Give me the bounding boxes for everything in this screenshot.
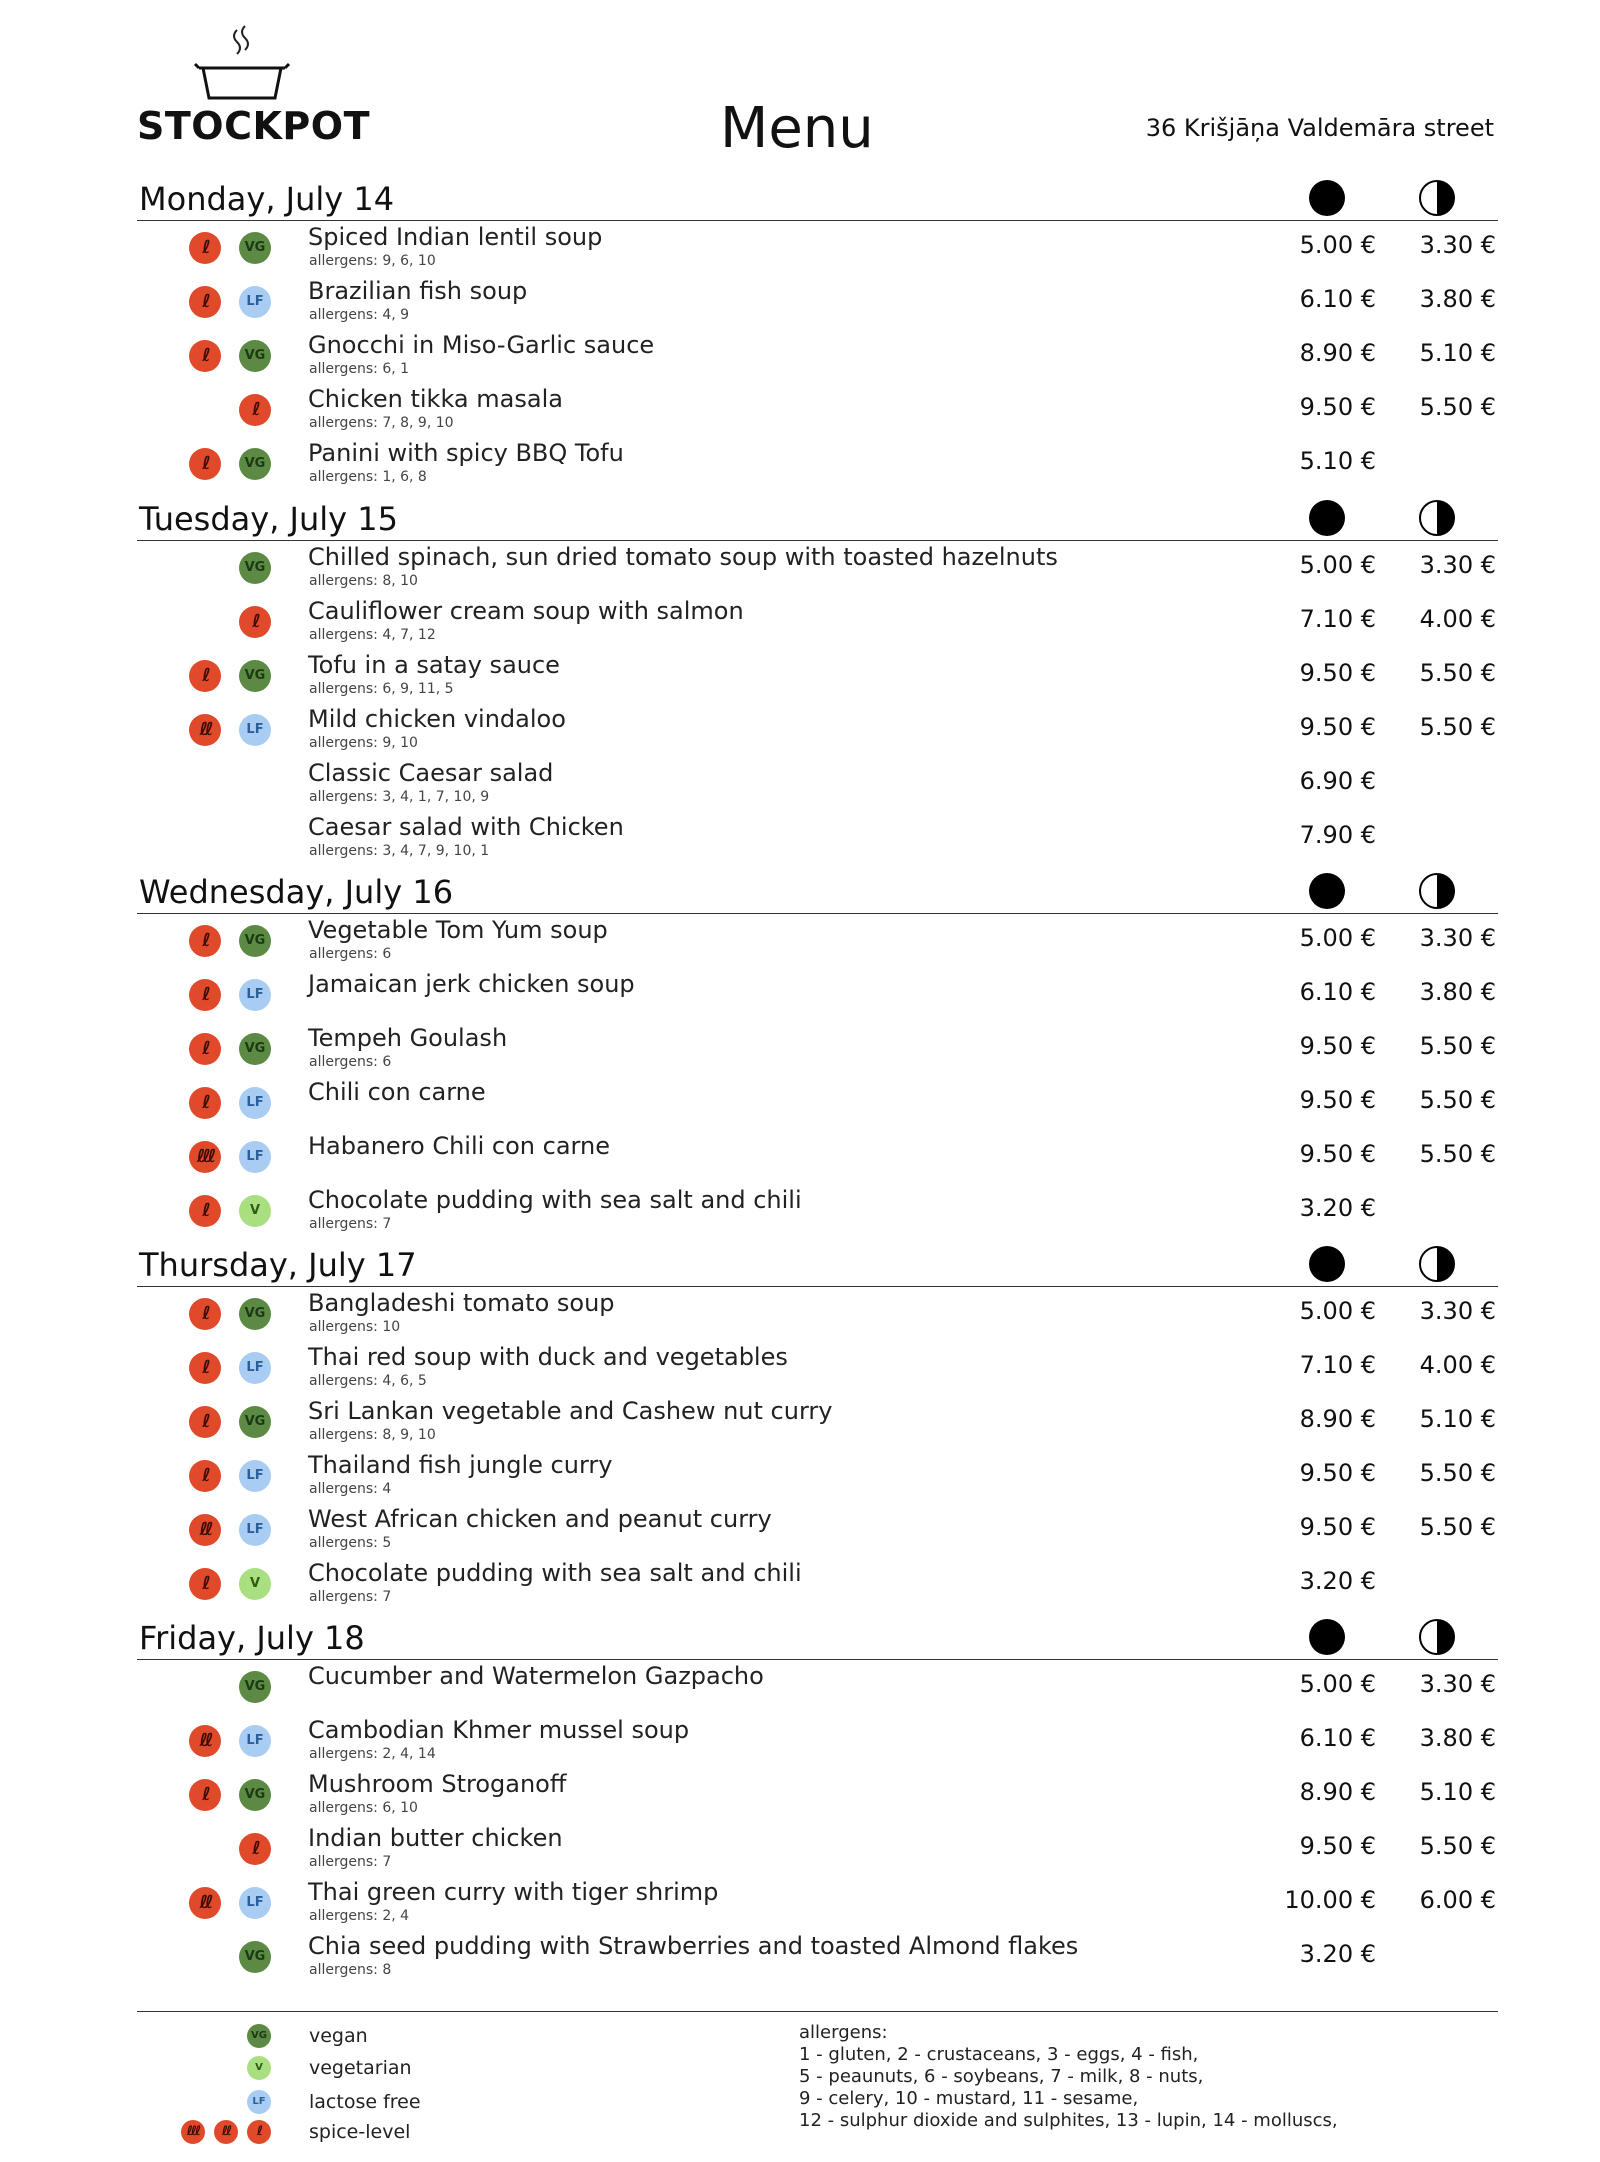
dish-name: Cucumber and Watermelon Gazpacho	[308, 1662, 764, 1690]
chili-pepper-icon: ℓ	[189, 1298, 221, 1330]
day-title: Monday, July 14	[139, 180, 395, 218]
dish-name: Habanero Chili con carne	[308, 1132, 610, 1160]
dish-allergens: allergens: 3, 4, 7, 9, 10, 1	[309, 843, 490, 859]
half-portion-price: 3.30 €	[1419, 1297, 1496, 1325]
dish-row	[137, 1768, 1498, 1822]
day-section	[137, 500, 1498, 865]
dish-allergens: allergens: 6	[309, 1054, 392, 1070]
vegan-icon: VG	[239, 1941, 271, 1973]
dish-row	[137, 1130, 1498, 1184]
legend-spice-level	[137, 2118, 537, 2148]
dish-allergens: allergens: 6, 1	[309, 361, 410, 377]
half-portion-price: 5.10 €	[1419, 1405, 1496, 1433]
vegan-icon: VG	[239, 448, 271, 480]
half-portion-price: 5.10 €	[1419, 339, 1496, 367]
dish-row	[137, 1341, 1498, 1395]
dish-name: Classic Caesar salad	[308, 759, 554, 787]
vegetarian-icon: V	[247, 2056, 271, 2080]
dish-allergens: allergens: 3, 4, 1, 7, 10, 9	[309, 789, 490, 805]
dish-allergens: allergens: 7	[309, 1589, 392, 1605]
dish-row	[137, 595, 1498, 649]
vegan-icon: VG	[239, 660, 271, 692]
dish-name: Sri Lankan vegetable and Cashew nut curry	[308, 1397, 833, 1425]
day-header	[137, 500, 1498, 541]
dish-name: Bangladeshi tomato soup	[308, 1289, 615, 1317]
dish-allergens: allergens: 4, 6, 5	[309, 1373, 427, 1389]
lactose-free-icon: LF	[239, 979, 271, 1011]
full-portion-price: 5.00 €	[1299, 1297, 1376, 1325]
half-portion-price: 3.30 €	[1419, 1670, 1496, 1698]
dish-allergens: allergens: 9, 10	[309, 735, 418, 751]
half-portion-price: 3.80 €	[1419, 285, 1496, 313]
pot-icon	[137, 24, 347, 104]
dish-name: Chilled spinach, sun dried tomato soup with toasted hazelnuts	[308, 543, 1058, 571]
half-portion-price: 5.50 €	[1419, 393, 1496, 421]
dish-name: Cauliflower cream soup with salmon	[308, 597, 744, 625]
full-portion-price: 8.90 €	[1299, 1778, 1376, 1806]
chili-pepper-icon: ℓℓ	[189, 1887, 221, 1919]
dish-allergens: allergens: 8, 9, 10	[309, 1427, 436, 1443]
full-portion-price: 9.50 €	[1299, 713, 1376, 741]
half-portion-icon	[1419, 1246, 1455, 1282]
dish-row	[137, 437, 1498, 491]
dish-row	[137, 221, 1498, 275]
dish-name: Chocolate pudding with sea salt and chili	[308, 1559, 802, 1587]
full-portion-price: 5.10 €	[1299, 447, 1376, 475]
dish-row	[137, 329, 1498, 383]
half-portion-icon	[1419, 873, 1455, 909]
legend-vegan	[137, 2022, 537, 2052]
day-section	[137, 873, 1498, 1238]
page-title: Menu	[720, 96, 874, 161]
full-portion-icon	[1309, 1246, 1345, 1282]
chili-pepper-icon: ℓ	[189, 660, 221, 692]
full-portion-icon	[1309, 500, 1345, 536]
chili-pepper-icon: ℓ	[239, 606, 271, 638]
stockpot-logo	[137, 24, 371, 154]
chili-pepper-icon: ℓℓ	[189, 714, 221, 746]
vegan-icon: VG	[239, 1033, 271, 1065]
dish-row	[137, 1184, 1498, 1238]
dish-allergens: allergens: 6, 9, 11, 5	[309, 681, 454, 697]
chili-pepper-icon: ℓ	[189, 232, 221, 264]
full-portion-price: 9.50 €	[1299, 1459, 1376, 1487]
lactose-free-icon: LF	[239, 1725, 271, 1757]
dish-row	[137, 914, 1498, 968]
chili-pepper-icon: ℓ	[189, 1779, 221, 1811]
dish-name: Mild chicken vindaloo	[308, 705, 566, 733]
full-portion-price: 9.50 €	[1299, 1086, 1376, 1114]
dish-allergens: allergens: 7, 8, 9, 10	[309, 415, 454, 431]
dish-row	[137, 275, 1498, 329]
day-title: Wednesday, July 16	[139, 873, 454, 911]
dish-name: Brazilian fish soup	[308, 277, 528, 305]
dish-allergens: allergens: 4, 7, 12	[309, 627, 436, 643]
day-title: Thursday, July 17	[139, 1246, 417, 1284]
lactose-free-icon: LF	[239, 1141, 271, 1173]
day-section	[137, 180, 1498, 491]
day-header	[137, 1246, 1498, 1287]
full-portion-price: 5.00 €	[1299, 924, 1376, 952]
dish-row	[137, 1660, 1498, 1714]
half-portion-price: 6.00 €	[1419, 1886, 1496, 1914]
day-header	[137, 873, 1498, 914]
chili-pepper-icon: ℓ	[189, 1195, 221, 1227]
vegetarian-icon: V	[239, 1568, 271, 1600]
full-portion-price: 3.20 €	[1299, 1567, 1376, 1595]
lactose-free-icon: LF	[239, 714, 271, 746]
dish-name: Gnocchi in Miso-Garlic sauce	[308, 331, 655, 359]
vegan-icon: VG	[239, 340, 271, 372]
dish-row	[137, 811, 1498, 865]
chili-pepper-icon: ℓ	[189, 1033, 221, 1065]
lactose-free-icon: LF	[239, 1514, 271, 1546]
dish-allergens: allergens: 4, 9	[309, 307, 410, 323]
dish-allergens: allergens: 5	[309, 1535, 392, 1551]
dish-row	[137, 1822, 1498, 1876]
full-portion-price: 6.90 €	[1299, 767, 1376, 795]
dish-allergens: allergens: 7	[309, 1216, 392, 1232]
vegan-icon: VG	[239, 925, 271, 957]
logo-text: STOCKPOT	[137, 104, 371, 148]
half-portion-price: 5.50 €	[1419, 1459, 1496, 1487]
lactose-free-icon: LF	[247, 2090, 271, 2114]
dish-allergens: allergens: 6	[309, 946, 392, 962]
full-portion-price: 6.10 €	[1299, 285, 1376, 313]
legend-vegetarian-label: vegetarian	[309, 2057, 412, 2079]
full-portion-icon	[1309, 873, 1345, 909]
half-portion-price: 5.50 €	[1419, 1032, 1496, 1060]
day-section	[137, 1619, 1498, 1984]
dish-name: Tofu in a satay sauce	[308, 651, 560, 679]
half-portion-price: 5.50 €	[1419, 1140, 1496, 1168]
dish-allergens: allergens: 1, 6, 8	[309, 469, 427, 485]
allergen-key-line: 1 - gluten, 2 - crustaceans, 3 - eggs, 4 - fish,	[799, 2044, 1199, 2065]
spice-2-icon: ℓℓ	[214, 2120, 238, 2144]
half-portion-price: 4.00 €	[1419, 605, 1496, 633]
chili-pepper-icon: ℓ	[189, 1460, 221, 1492]
dish-row	[137, 1022, 1498, 1076]
dish-row	[137, 1503, 1498, 1557]
lactose-free-icon: LF	[239, 1087, 271, 1119]
full-portion-price: 10.00 €	[1284, 1886, 1376, 1914]
dish-row	[137, 968, 1498, 1022]
legend-lactose-free	[137, 2088, 537, 2118]
chili-pepper-icon: ℓℓℓ	[189, 1141, 221, 1173]
dish-row	[137, 1557, 1498, 1611]
half-portion-icon	[1419, 180, 1455, 216]
chili-pepper-icon: ℓ	[189, 340, 221, 372]
half-portion-price: 3.30 €	[1419, 551, 1496, 579]
lactose-free-icon: LF	[239, 1352, 271, 1384]
vegan-icon: VG	[239, 552, 271, 584]
allergen-key-line: 12 - sulphur dioxide and sulphites, 13 - lupin, 14 - molluscs,	[799, 2110, 1338, 2131]
vegan-icon: VG	[239, 1406, 271, 1438]
dish-name: Thailand fish jungle curry	[308, 1451, 613, 1479]
half-portion-price: 3.80 €	[1419, 1724, 1496, 1752]
chili-pepper-icon: ℓ	[189, 1568, 221, 1600]
chili-pepper-icon: ℓ	[189, 1087, 221, 1119]
dish-row	[137, 541, 1498, 595]
chili-pepper-icon: ℓℓ	[189, 1514, 221, 1546]
vegan-icon: VG	[239, 1779, 271, 1811]
full-portion-price: 9.50 €	[1299, 393, 1376, 421]
dish-name: Vegetable Tom Yum soup	[308, 916, 608, 944]
half-portion-price: 3.30 €	[1419, 924, 1496, 952]
half-portion-price: 5.50 €	[1419, 713, 1496, 741]
dish-row	[137, 649, 1498, 703]
dish-allergens: allergens: 2, 4, 14	[309, 1746, 436, 1762]
dish-row	[137, 1287, 1498, 1341]
allergen-key-line: 5 - peaunuts, 6 - soybeans, 7 - milk, 8 - nuts,	[799, 2066, 1204, 2087]
dish-row	[137, 757, 1498, 811]
dish-name: Mushroom Stroganoff	[308, 1770, 567, 1798]
full-portion-price: 9.50 €	[1299, 1140, 1376, 1168]
chili-pepper-icon: ℓ	[189, 448, 221, 480]
dish-name: Tempeh Goulash	[308, 1024, 508, 1052]
half-portion-icon	[1419, 1619, 1455, 1655]
full-portion-price: 7.10 €	[1299, 1351, 1376, 1379]
legend-vegan-label: vegan	[309, 2025, 368, 2047]
dish-name: Chocolate pudding with sea salt and chili	[308, 1186, 802, 1214]
day-title: Friday, July 18	[139, 1619, 365, 1657]
day-header	[137, 180, 1498, 221]
dish-name: Chili con carne	[308, 1078, 486, 1106]
dish-allergens: allergens: 9, 6, 10	[309, 253, 436, 269]
chili-pepper-icon: ℓ	[189, 925, 221, 957]
dish-name: Cambodian Khmer mussel soup	[308, 1716, 690, 1744]
full-portion-price: 9.50 €	[1299, 1513, 1376, 1541]
full-portion-price: 5.00 €	[1299, 551, 1376, 579]
full-portion-price: 5.00 €	[1299, 1670, 1376, 1698]
chili-pepper-icon: ℓℓ	[189, 1725, 221, 1757]
full-portion-price: 6.10 €	[1299, 978, 1376, 1006]
full-portion-price: 3.20 €	[1299, 1194, 1376, 1222]
dish-allergens: allergens: 4	[309, 1481, 392, 1497]
vegan-icon: VG	[239, 1298, 271, 1330]
chili-pepper-icon: ℓ	[189, 1352, 221, 1384]
half-portion-price: 3.80 €	[1419, 978, 1496, 1006]
dish-name: Indian butter chicken	[308, 1824, 563, 1852]
vegan-icon: VG	[239, 1671, 271, 1703]
allergen-key-title: allergens:	[799, 2022, 888, 2043]
chili-pepper-icon: ℓ	[189, 286, 221, 318]
chili-pepper-icon: ℓ	[239, 394, 271, 426]
dish-name: Jamaican jerk chicken soup	[308, 970, 635, 998]
half-portion-price: 3.30 €	[1419, 231, 1496, 259]
allergen-key-line: 9 - celery, 10 - mustard, 11 - sesame,	[799, 2088, 1139, 2109]
dish-name: Spiced Indian lentil soup	[308, 223, 603, 251]
day-section	[137, 1246, 1498, 1611]
half-portion-price: 5.50 €	[1419, 1513, 1496, 1541]
dish-name: Panini with spicy BBQ Tofu	[308, 439, 624, 467]
chili-pepper-icon: ℓ	[239, 1833, 271, 1865]
dish-name: Chicken tikka masala	[308, 385, 563, 413]
dish-name: Caesar salad with Chicken	[308, 813, 624, 841]
lactose-free-icon: LF	[239, 1460, 271, 1492]
dish-name: Chia seed pudding with Strawberries and toasted Almond flakes	[308, 1932, 1079, 1960]
vegetarian-icon: V	[239, 1195, 271, 1227]
full-portion-price: 5.00 €	[1299, 231, 1376, 259]
day-header	[137, 1619, 1498, 1660]
full-portion-price: 9.50 €	[1299, 659, 1376, 687]
full-portion-price: 6.10 €	[1299, 1724, 1376, 1752]
full-portion-price: 7.90 €	[1299, 821, 1376, 849]
lactose-free-icon: LF	[239, 1887, 271, 1919]
day-title: Tuesday, July 15	[139, 500, 398, 538]
dish-allergens: allergens: 7	[309, 1854, 392, 1870]
dish-row	[137, 703, 1498, 757]
half-portion-price: 5.50 €	[1419, 1086, 1496, 1114]
dish-row	[137, 383, 1498, 437]
dish-allergens: allergens: 8	[309, 1962, 392, 1978]
full-portion-price: 8.90 €	[1299, 339, 1376, 367]
half-portion-price: 5.50 €	[1419, 1832, 1496, 1860]
dish-row	[137, 1930, 1498, 1984]
chili-pepper-icon: ℓ	[189, 979, 221, 1011]
allergen-key	[799, 2022, 1338, 2132]
spice-1-icon: ℓ	[247, 2120, 271, 2144]
half-portion-icon	[1419, 500, 1455, 536]
chili-pepper-icon: ℓ	[189, 1406, 221, 1438]
half-portion-price: 4.00 €	[1419, 1351, 1496, 1379]
restaurant-address: 36 Krišjāņa Valdemāra street	[1145, 114, 1494, 142]
dish-allergens: allergens: 10	[309, 1319, 401, 1335]
half-portion-price: 5.10 €	[1419, 1778, 1496, 1806]
dish-row	[137, 1076, 1498, 1130]
dish-name: Thai red soup with duck and vegetables	[308, 1343, 788, 1371]
half-portion-price: 5.50 €	[1419, 659, 1496, 687]
full-portion-price: 3.20 €	[1299, 1940, 1376, 1968]
dish-row	[137, 1395, 1498, 1449]
vegan-icon: VG	[247, 2024, 271, 2048]
dish-name: Thai green curry with tiger shrimp	[308, 1878, 719, 1906]
dish-allergens: allergens: 2, 4	[309, 1908, 410, 1924]
lactose-free-icon: LF	[239, 286, 271, 318]
dish-allergens: allergens: 8, 10	[309, 573, 418, 589]
spice-3-icon: ℓℓℓ	[181, 2120, 205, 2144]
full-portion-icon	[1309, 1619, 1345, 1655]
legend-spice-label: spice-level	[309, 2121, 411, 2143]
menu-legend	[137, 2011, 1498, 2152]
dish-row	[137, 1714, 1498, 1768]
dish-allergens: allergens: 6, 10	[309, 1800, 418, 1816]
full-portion-price: 9.50 €	[1299, 1032, 1376, 1060]
full-portion-price: 9.50 €	[1299, 1832, 1376, 1860]
legend-lactose-free-label: lactose free	[309, 2091, 421, 2113]
full-portion-price: 8.90 €	[1299, 1405, 1376, 1433]
legend-vegetarian	[137, 2054, 537, 2084]
full-portion-price: 7.10 €	[1299, 605, 1376, 633]
vegan-icon: VG	[239, 232, 271, 264]
dish-row	[137, 1449, 1498, 1503]
dish-row	[137, 1876, 1498, 1930]
dish-name: West African chicken and peanut curry	[308, 1505, 772, 1533]
full-portion-icon	[1309, 180, 1345, 216]
